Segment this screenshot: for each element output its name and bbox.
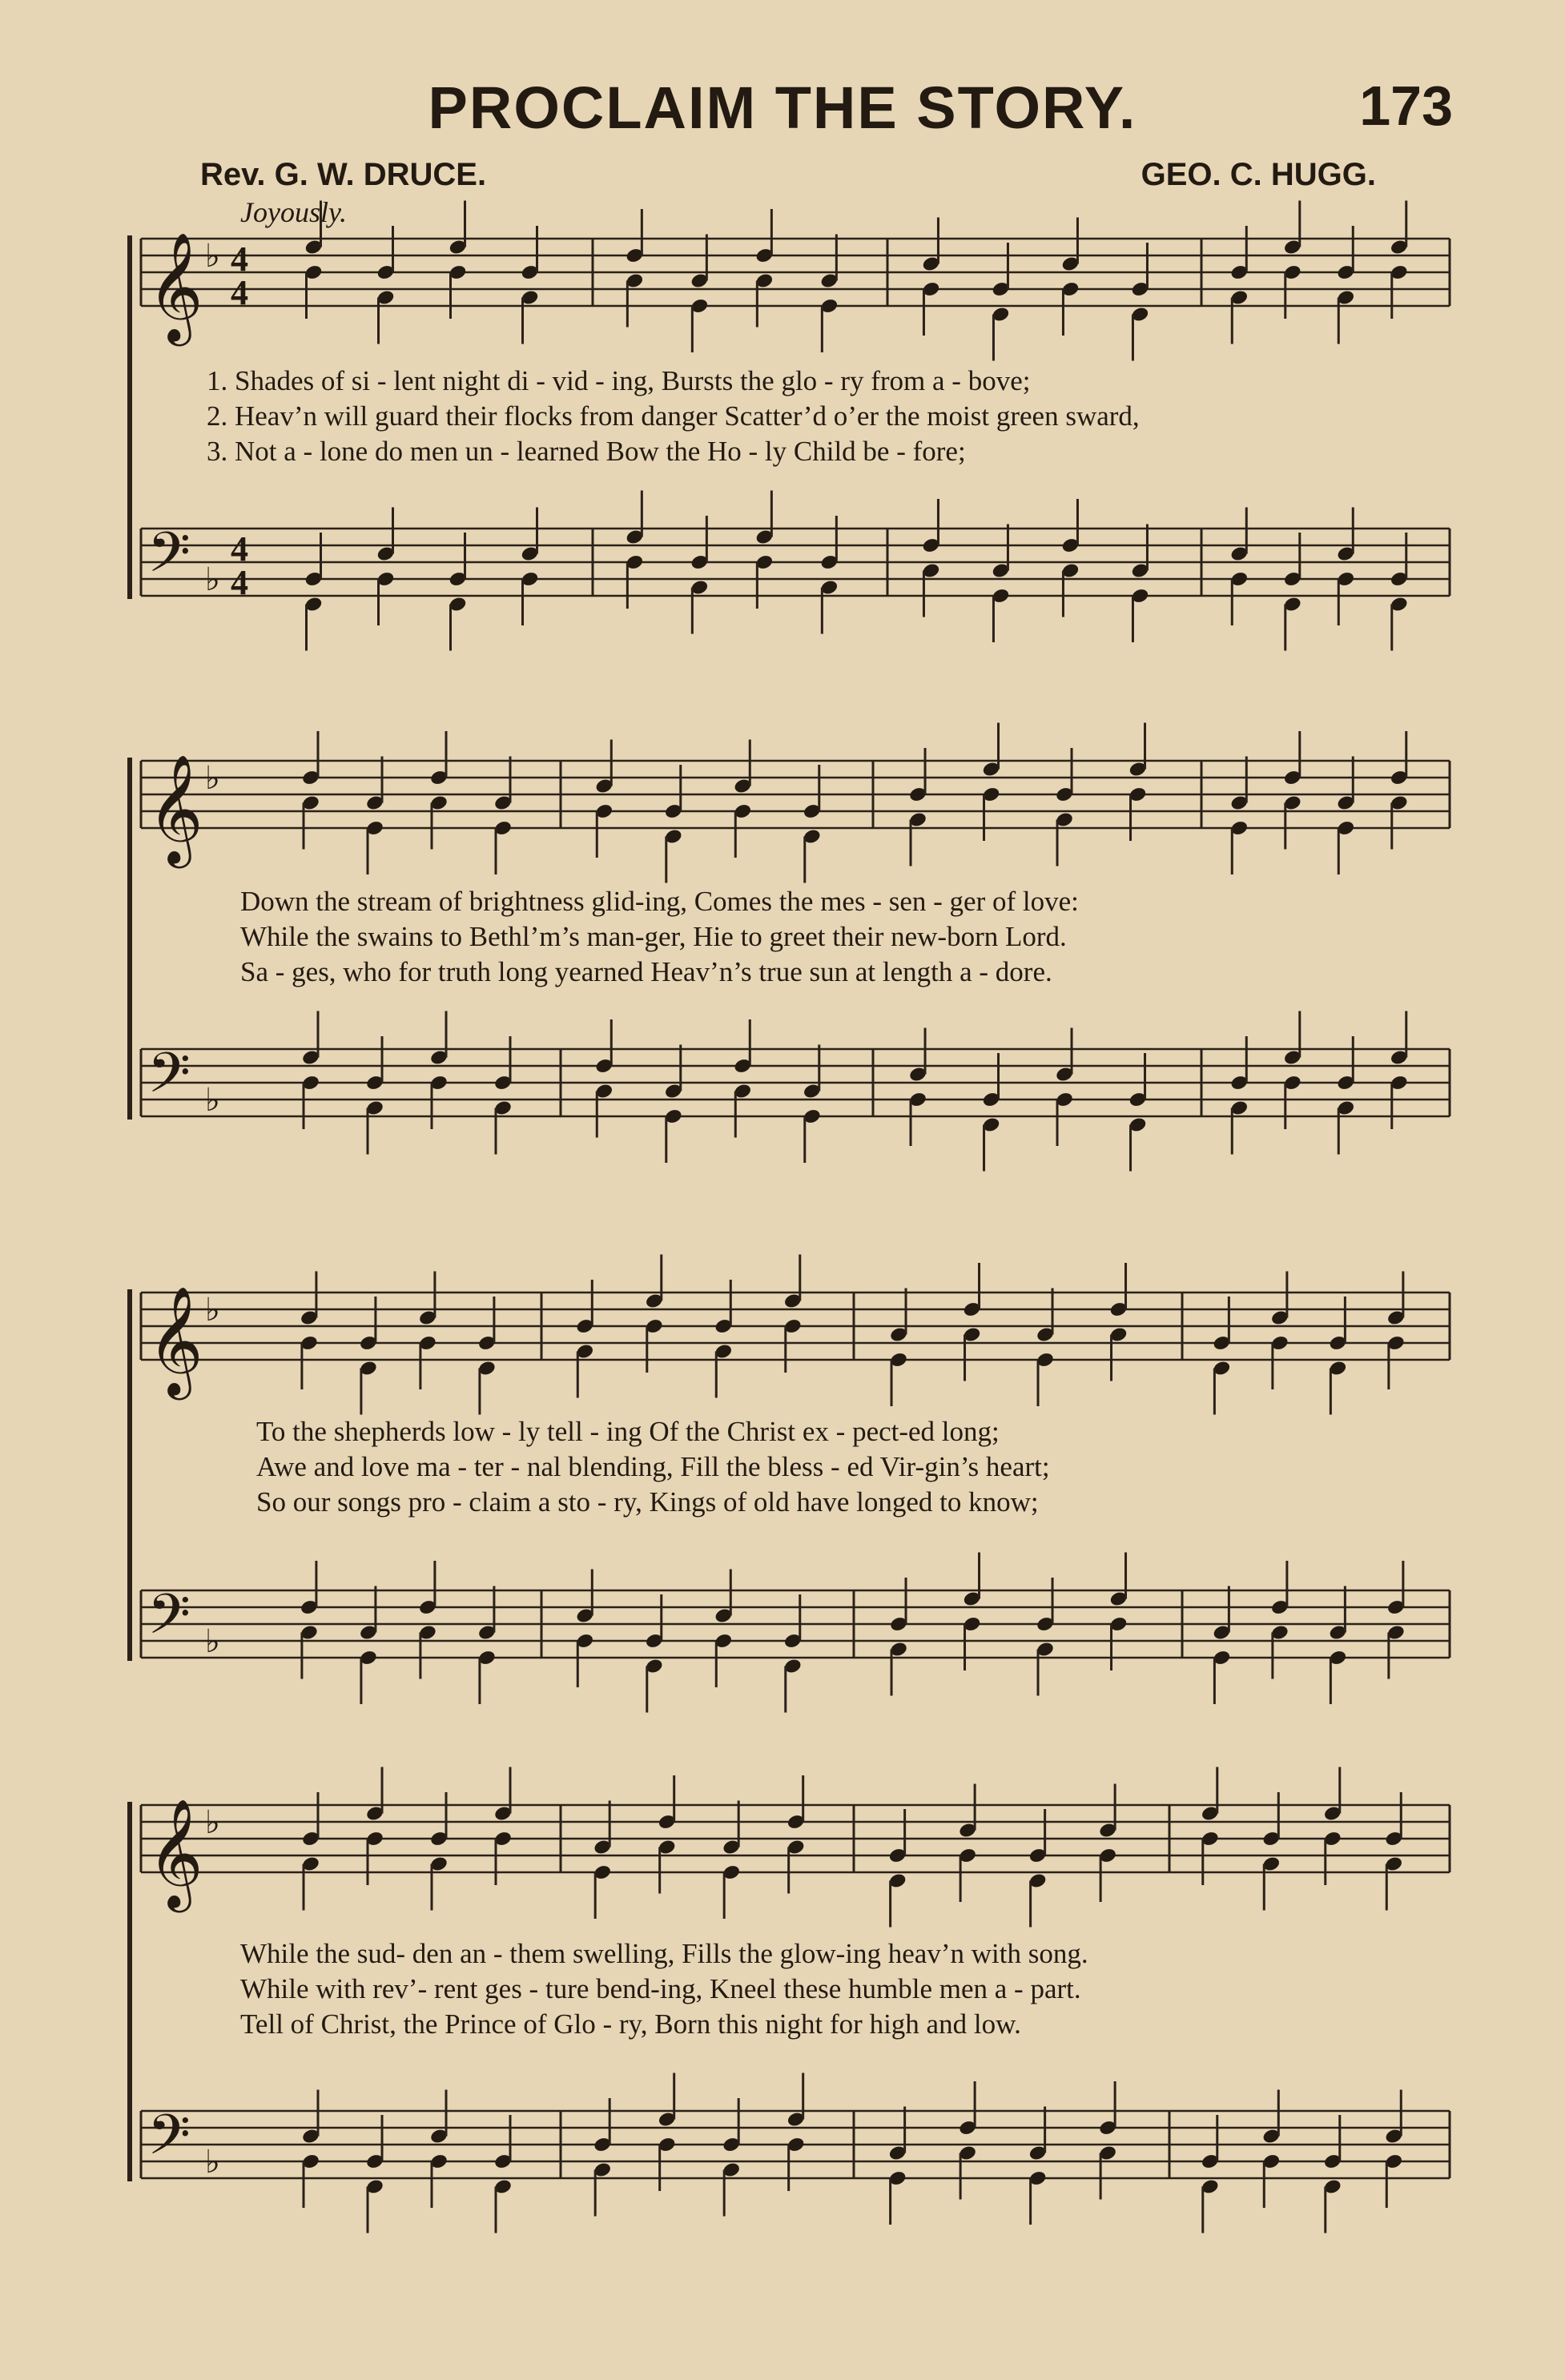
flat-icon: ♭: [205, 1804, 220, 1841]
lyricist-credit: Rev. G. W. DRUCE.: [200, 157, 487, 192]
time-signature-denominator: 4: [231, 273, 248, 312]
bass-clef-icon: 𝄢: [147, 1040, 191, 1119]
flat-icon: ♭: [205, 1292, 220, 1329]
tempo-marking: Joyously.: [240, 196, 347, 228]
lyric-line: Down the stream of brightness glid-ing, Comes the mes - sen - ger of love:: [240, 886, 1079, 917]
page-number: 173: [1359, 74, 1453, 137]
treble-clef-icon: 𝄞: [147, 1797, 203, 1908]
time-signature-numerator: 4: [231, 239, 248, 279]
lyric-line: While the sud- den an - them swelling, Fills the glow-ing heav’n with song.: [240, 1938, 1088, 1969]
lyrics-block-3: [256, 1414, 1506, 1520]
lyric-line: While the swains to Bethl’m’s man-ger, Hie to greet their new-born Lord.: [240, 921, 1067, 952]
lyric-line: So our songs pro - claim a sto - ry, Kings of old have longed to know;: [256, 1486, 1039, 1518]
flat-icon: ♭: [205, 760, 220, 797]
lyric-line: Sa - ges, who for truth long yearned Heav’n’s true sun at length a - dore.: [240, 956, 1052, 987]
treble-clef-icon: 𝄞: [147, 231, 203, 341]
lyric-line: 1. Shades of si - lent night di - vid - ing, Bursts the glo - ry from a - bove;: [207, 365, 1031, 396]
time-signature-denominator: 4: [231, 563, 248, 602]
flat-icon: ♭: [205, 238, 220, 275]
treble-clef-icon: 𝄞: [147, 753, 203, 863]
flat-icon: ♭: [205, 1623, 220, 1660]
bass-clef-icon: 𝄢: [147, 2102, 191, 2181]
lyrics-block-4: [240, 1936, 1490, 2042]
lyrics-block-2: [240, 884, 1490, 990]
lyric-line: To the shepherds low - ly tell - ing Of the Christ ex - pect-ed long;: [256, 1416, 1000, 1447]
flat-icon: ♭: [205, 1082, 220, 1119]
lyric-line: Awe and love ma - ter - nal blending, Fill the bless - ed Vir-gin’s heart;: [256, 1451, 1050, 1482]
flat-icon: ♭: [205, 561, 220, 598]
lyric-line: Tell of Christ, the Prince of Glo - ry, Born this night for high and low.: [240, 2008, 1021, 2040]
time-signature-numerator: 4: [231, 529, 248, 569]
lyric-line: While with rev’- rent ges - ture bend-ing, Kneel these humble men a - part.: [240, 1973, 1081, 2004]
bass-clef-icon: 𝄢: [147, 1582, 191, 1660]
hymn-title: PROCLAIM THE STORY.: [428, 74, 1137, 141]
bass-clef-icon: 𝄢: [147, 520, 191, 598]
lyric-line: 3. Not a - lone do men un - learned Bow the Ho - ly Child be - fore;: [207, 436, 966, 467]
lyric-line: 2. Heav’n will guard their flocks from danger Scatter’d o’er the moist green sward,: [207, 400, 1140, 432]
lyrics-block-1: [207, 364, 1456, 469]
flat-icon: ♭: [205, 2144, 220, 2181]
composer-credit: GEO. C. HUGG.: [1141, 157, 1376, 192]
treble-clef-icon: 𝄞: [147, 1284, 203, 1395]
